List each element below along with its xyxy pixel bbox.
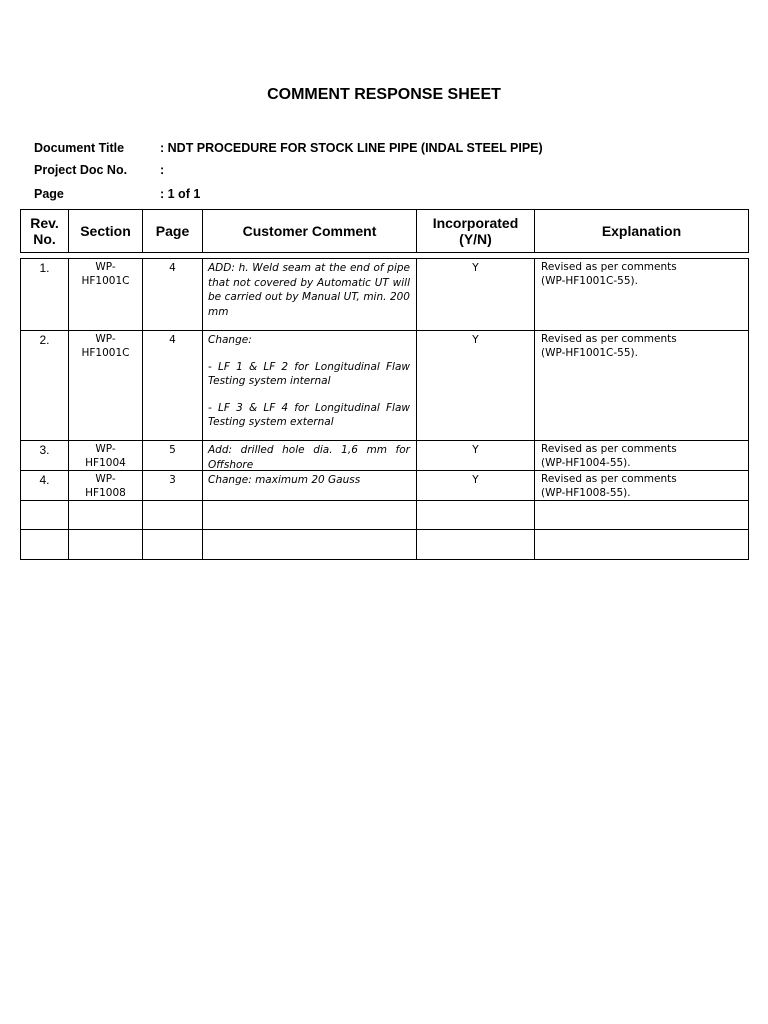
cell-page: 5 [143, 441, 203, 470]
cell-page: 4 [143, 331, 203, 440]
cell-incorporated: Y [417, 441, 535, 470]
cell-section: WP- HF1001C [69, 331, 143, 440]
cell-rev [21, 501, 69, 529]
cell-page: 3 [143, 471, 203, 500]
cell-page [143, 501, 203, 529]
header-section: Section [69, 210, 143, 252]
cell-section [69, 530, 143, 559]
cell-section [69, 501, 143, 529]
cell-rev: 1. [21, 259, 69, 330]
comment-paragraph: - LF 1 & LF 2 for Longitudinal Flaw Testing system internal [208, 360, 410, 387]
cell-comment [203, 259, 417, 330]
page-value: : 1 of 1 [160, 187, 201, 201]
table-row [21, 331, 748, 441]
table-header [20, 209, 749, 253]
project-doc-value: : [160, 163, 165, 177]
cell-explanation: Revised as per comments (WP-HF1008-55). [541, 473, 677, 499]
cell-page: 4 [143, 259, 203, 330]
header-incorporated: Incorporated (Y/N) [417, 210, 535, 252]
cell-comment [203, 331, 417, 440]
comment-paragraph: Add: drilled hole dia. 1,6 mm for Offshore [208, 444, 410, 471]
cell-incorporated: Y [417, 331, 535, 440]
comment-paragraph: Change: maximum 20 Gauss [208, 474, 361, 486]
cell-comment [203, 501, 417, 529]
cell-section: WP- HF1001C [69, 259, 143, 330]
comment-paragraph: Change: [208, 334, 252, 346]
cell-section: WP- HF1004 [69, 441, 143, 470]
header-customer-comment: Customer Comment [203, 210, 417, 252]
table-row [21, 501, 748, 530]
table-row [21, 471, 748, 501]
table-row [21, 530, 748, 559]
cell-incorporated [417, 530, 535, 559]
document-title-label: Document Title [34, 141, 125, 155]
comment-table-body [20, 258, 749, 560]
cell-comment [203, 441, 417, 470]
comment-paragraph: - LF 3 & LF 4 for Longitudinal Flaw Testing system external [208, 401, 410, 428]
cell-explanation: Revised as per comments (WP-HF1001C-55). [541, 261, 677, 287]
page-label: Page [34, 187, 64, 201]
cell-page [143, 530, 203, 559]
cell-explanation: Revised as per comments (WP-HF1001C-55). [541, 333, 677, 359]
cell-incorporated: Y [417, 471, 535, 500]
cell-rev [21, 530, 69, 559]
cell-incorporated: Y [417, 259, 535, 330]
table-row [21, 259, 748, 331]
header-page: Page [143, 210, 203, 252]
cell-rev: 2. [21, 331, 69, 440]
cell-comment [203, 471, 417, 500]
project-doc-label: Project Doc No. [34, 163, 128, 177]
cell-rev: 4. [21, 471, 69, 500]
cell-explanation: Revised as per comments (WP-HF1004-55). [541, 443, 677, 469]
document-title-value: : NDT PROCEDURE FOR STOCK LINE PIPE (INDAL STEEL PIPE) [160, 141, 543, 155]
cell-rev: 3. [21, 441, 69, 470]
header-rev-no: Rev. No. [21, 210, 69, 252]
sheet-title: COMMENT RESPONSE SHEET [267, 86, 501, 103]
cell-section: WP- HF1008 [69, 471, 143, 500]
cell-explanation [535, 530, 748, 559]
cell-explanation [535, 501, 748, 529]
cell-comment [203, 530, 417, 559]
cell-incorporated [417, 501, 535, 529]
comment-paragraph: ADD: h. Weld seam at the end of pipe that not covered by Automatic UT will be carried out by Manual UT, min. 200 mm [208, 262, 410, 318]
header-explanation: Explanation [601, 223, 682, 239]
table-row [21, 441, 748, 471]
